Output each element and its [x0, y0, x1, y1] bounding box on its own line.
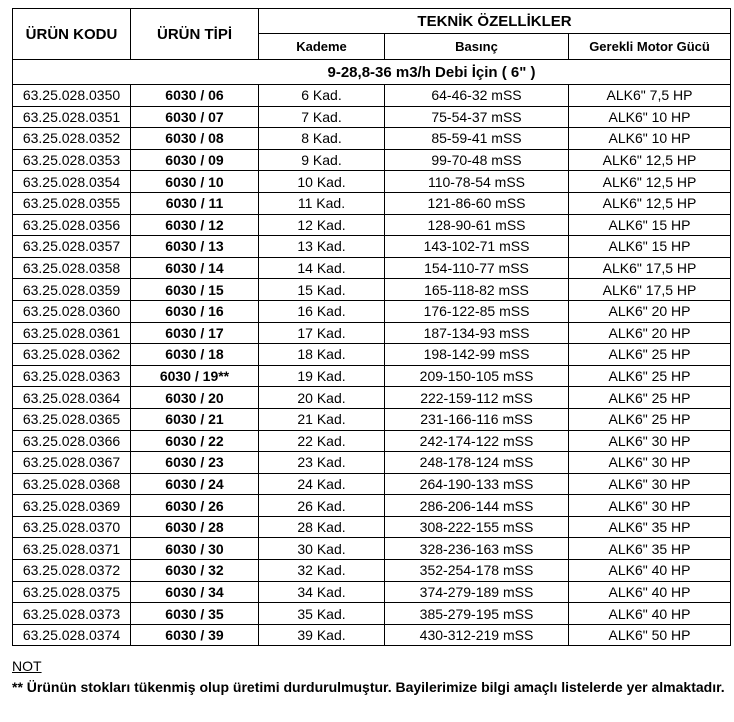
cell-code: 63.25.028.0364: [13, 387, 131, 409]
cell-pressure: 143-102-71 mSS: [385, 236, 569, 258]
cell-stage: 22 Kad.: [259, 430, 385, 452]
cell-motor: ALK6" 25 HP: [569, 408, 731, 430]
cell-code: 63.25.028.0367: [13, 452, 131, 474]
cell-motor: ALK6" 17,5 HP: [569, 257, 731, 279]
cell-motor: ALK6" 12,5 HP: [569, 149, 731, 171]
cell-type: 6030 / 09: [131, 149, 259, 171]
cell-motor: ALK6" 25 HP: [569, 365, 731, 387]
table-row: [13, 408, 731, 430]
cell-type: 6030 / 14: [131, 257, 259, 279]
cell-code: 63.25.028.0362: [13, 344, 131, 366]
cell-stage: 34 Kad.: [259, 581, 385, 603]
cell-type: 6030 / 24: [131, 473, 259, 495]
cell-type: 6030 / 06: [131, 85, 259, 107]
cell-code: 63.25.028.0361: [13, 322, 131, 344]
cell-motor: ALK6" 50 HP: [569, 624, 731, 646]
cell-stage: 14 Kad.: [259, 257, 385, 279]
cell-pressure: 85-59-41 mSS: [385, 128, 569, 150]
cell-motor: ALK6" 30 HP: [569, 430, 731, 452]
table-row: [13, 128, 731, 150]
cell-type: 6030 / 22: [131, 430, 259, 452]
cell-pressure: 154-110-77 mSS: [385, 257, 569, 279]
cell-stage: 30 Kad.: [259, 538, 385, 560]
cell-stage: 28 Kad.: [259, 516, 385, 538]
cell-type: 6030 / 30: [131, 538, 259, 560]
cell-type: 6030 / 16: [131, 300, 259, 322]
cell-motor: ALK6" 12,5 HP: [569, 192, 731, 214]
cell-code: 63.25.028.0352: [13, 128, 131, 150]
cell-motor: ALK6" 40 HP: [569, 560, 731, 582]
cell-code: 63.25.028.0358: [13, 257, 131, 279]
header-type: ÜRÜN TİPİ: [131, 9, 259, 60]
cell-code: 63.25.028.0371: [13, 538, 131, 560]
cell-motor: ALK6" 15 HP: [569, 236, 731, 258]
table-row: [13, 387, 731, 409]
cell-pressure: 165-118-82 mSS: [385, 279, 569, 301]
header-pressure: Basınç: [385, 34, 569, 60]
cell-motor: ALK6" 10 HP: [569, 106, 731, 128]
cell-stage: 32 Kad.: [259, 560, 385, 582]
cell-type: 6030 / 17: [131, 322, 259, 344]
cell-stage: 13 Kad.: [259, 236, 385, 258]
cell-type: 6030 / 32: [131, 560, 259, 582]
cell-pressure: 328-236-163 mSS: [385, 538, 569, 560]
cell-type: 6030 / 26: [131, 495, 259, 517]
cell-pressure: 385-279-195 mSS: [385, 603, 569, 625]
header-motor: Gerekli Motor Gücü: [569, 34, 731, 60]
cell-pressure: 242-174-122 mSS: [385, 430, 569, 452]
cell-motor: ALK6" 40 HP: [569, 603, 731, 625]
table-row: [13, 516, 731, 538]
header-tech: TEKNİK ÖZELLİKLER: [259, 9, 731, 34]
table-row: [13, 85, 731, 107]
cell-motor: ALK6" 35 HP: [569, 516, 731, 538]
cell-code: 63.25.028.0366: [13, 430, 131, 452]
cell-motor: ALK6" 25 HP: [569, 344, 731, 366]
cell-motor: ALK6" 40 HP: [569, 581, 731, 603]
cell-motor: ALK6" 30 HP: [569, 495, 731, 517]
table-row: [13, 430, 731, 452]
table-row: [13, 495, 731, 517]
cell-type: 6030 / 13: [131, 236, 259, 258]
table-row: [13, 257, 731, 279]
cell-type: 6030 / 12: [131, 214, 259, 236]
cell-code: 63.25.028.0359: [13, 279, 131, 301]
cell-code: 63.25.028.0357: [13, 236, 131, 258]
product-table: [12, 8, 731, 646]
cell-code: 63.25.028.0360: [13, 300, 131, 322]
cell-stage: 23 Kad.: [259, 452, 385, 474]
table-row: [13, 452, 731, 474]
cell-pressure: 110-78-54 mSS: [385, 171, 569, 193]
table-row: [13, 149, 731, 171]
cell-motor: ALK6" 30 HP: [569, 473, 731, 495]
cell-code: 63.25.028.0372: [13, 560, 131, 582]
cell-stage: 20 Kad.: [259, 387, 385, 409]
cell-type: 6030 / 20: [131, 387, 259, 409]
cell-pressure: 264-190-133 mSS: [385, 473, 569, 495]
cell-code: 63.25.028.0370: [13, 516, 131, 538]
cell-pressure: 352-254-178 mSS: [385, 560, 569, 582]
table-row: [13, 279, 731, 301]
cell-stage: 35 Kad.: [259, 603, 385, 625]
header-code: ÜRÜN KODU: [13, 9, 131, 60]
cell-pressure: 222-159-112 mSS: [385, 387, 569, 409]
table-row: [13, 300, 731, 322]
cell-pressure: 128-90-61 mSS: [385, 214, 569, 236]
section-title: 9-28,8-36 m3/h Debi İçin ( 6" ): [13, 60, 731, 85]
cell-stage: 39 Kad.: [259, 624, 385, 646]
cell-code: 63.25.028.0351: [13, 106, 131, 128]
table-row: [13, 581, 731, 603]
cell-pressure: 231-166-116 mSS: [385, 408, 569, 430]
table-row: [13, 603, 731, 625]
cell-code: 63.25.028.0373: [13, 603, 131, 625]
cell-code: 63.25.028.0365: [13, 408, 131, 430]
cell-pressure: 430-312-219 mSS: [385, 624, 569, 646]
cell-stage: 24 Kad.: [259, 473, 385, 495]
cell-code: 63.25.028.0353: [13, 149, 131, 171]
cell-pressure: 308-222-155 mSS: [385, 516, 569, 538]
cell-stage: 8 Kad.: [259, 128, 385, 150]
cell-code: 63.25.028.0350: [13, 85, 131, 107]
cell-stage: 26 Kad.: [259, 495, 385, 517]
cell-type: 6030 / 23: [131, 452, 259, 474]
cell-code: 63.25.028.0356: [13, 214, 131, 236]
cell-type: 6030 / 34: [131, 581, 259, 603]
note-title: NOT: [12, 658, 42, 674]
table-row: [13, 214, 731, 236]
cell-motor: ALK6" 7,5 HP: [569, 85, 731, 107]
cell-type: 6030 / 19**: [131, 365, 259, 387]
cell-type: 6030 / 08: [131, 128, 259, 150]
cell-code: 63.25.028.0369: [13, 495, 131, 517]
table-row: [13, 473, 731, 495]
cell-code: 63.25.028.0354: [13, 171, 131, 193]
table-row: [13, 538, 731, 560]
cell-type: 6030 / 15: [131, 279, 259, 301]
cell-code: 63.25.028.0374: [13, 624, 131, 646]
cell-pressure: 248-178-124 mSS: [385, 452, 569, 474]
cell-pressure: 121-86-60 mSS: [385, 192, 569, 214]
cell-code: 63.25.028.0355: [13, 192, 131, 214]
table-row: [13, 344, 731, 366]
cell-pressure: 187-134-93 mSS: [385, 322, 569, 344]
cell-type: 6030 / 21: [131, 408, 259, 430]
table-row: [13, 322, 731, 344]
cell-pressure: 176-122-85 mSS: [385, 300, 569, 322]
cell-stage: 12 Kad.: [259, 214, 385, 236]
cell-motor: ALK6" 10 HP: [569, 128, 731, 150]
table-row: [13, 171, 731, 193]
cell-stage: 21 Kad.: [259, 408, 385, 430]
cell-pressure: 209-150-105 mSS: [385, 365, 569, 387]
cell-stage: 7 Kad.: [259, 106, 385, 128]
cell-type: 6030 / 35: [131, 603, 259, 625]
cell-stage: 18 Kad.: [259, 344, 385, 366]
table-row: [13, 365, 731, 387]
table-row: [13, 192, 731, 214]
cell-stage: 17 Kad.: [259, 322, 385, 344]
cell-stage: 16 Kad.: [259, 300, 385, 322]
cell-motor: ALK6" 35 HP: [569, 538, 731, 560]
cell-code: 63.25.028.0368: [13, 473, 131, 495]
cell-code: 63.25.028.0375: [13, 581, 131, 603]
cell-motor: ALK6" 12,5 HP: [569, 171, 731, 193]
cell-stage: 15 Kad.: [259, 279, 385, 301]
cell-type: 6030 / 28: [131, 516, 259, 538]
cell-motor: ALK6" 25 HP: [569, 387, 731, 409]
cell-type: 6030 / 18: [131, 344, 259, 366]
table-row: [13, 106, 731, 128]
cell-stage: 10 Kad.: [259, 171, 385, 193]
note: [12, 657, 727, 698]
cell-type: 6030 / 39: [131, 624, 259, 646]
header-stage: Kademe: [259, 34, 385, 60]
cell-pressure: 99-70-48 mSS: [385, 149, 569, 171]
cell-pressure: 286-206-144 mSS: [385, 495, 569, 517]
table-row: [13, 624, 731, 646]
cell-stage: 19 Kad.: [259, 365, 385, 387]
table-row: [13, 560, 731, 582]
cell-stage: 9 Kad.: [259, 149, 385, 171]
table-row: [13, 236, 731, 258]
cell-type: 6030 / 10: [131, 171, 259, 193]
note-text: ** Ürünün stokları tükenmiş olup üretimi durdurulmuştur. Bayilerimize bilgi amaçlı listelerde yer almaktadır.: [12, 679, 725, 695]
cell-stage: 11 Kad.: [259, 192, 385, 214]
cell-motor: ALK6" 17,5 HP: [569, 279, 731, 301]
cell-type: 6030 / 11: [131, 192, 259, 214]
cell-type: 6030 / 07: [131, 106, 259, 128]
cell-stage: 6 Kad.: [259, 85, 385, 107]
cell-motor: ALK6" 20 HP: [569, 300, 731, 322]
cell-pressure: 374-279-189 mSS: [385, 581, 569, 603]
table-body: [13, 85, 731, 646]
cell-motor: ALK6" 20 HP: [569, 322, 731, 344]
cell-code: 63.25.028.0363: [13, 365, 131, 387]
cell-pressure: 198-142-99 mSS: [385, 344, 569, 366]
cell-motor: ALK6" 15 HP: [569, 214, 731, 236]
cell-pressure: 75-54-37 mSS: [385, 106, 569, 128]
cell-motor: ALK6" 30 HP: [569, 452, 731, 474]
cell-pressure: 64-46-32 mSS: [385, 85, 569, 107]
